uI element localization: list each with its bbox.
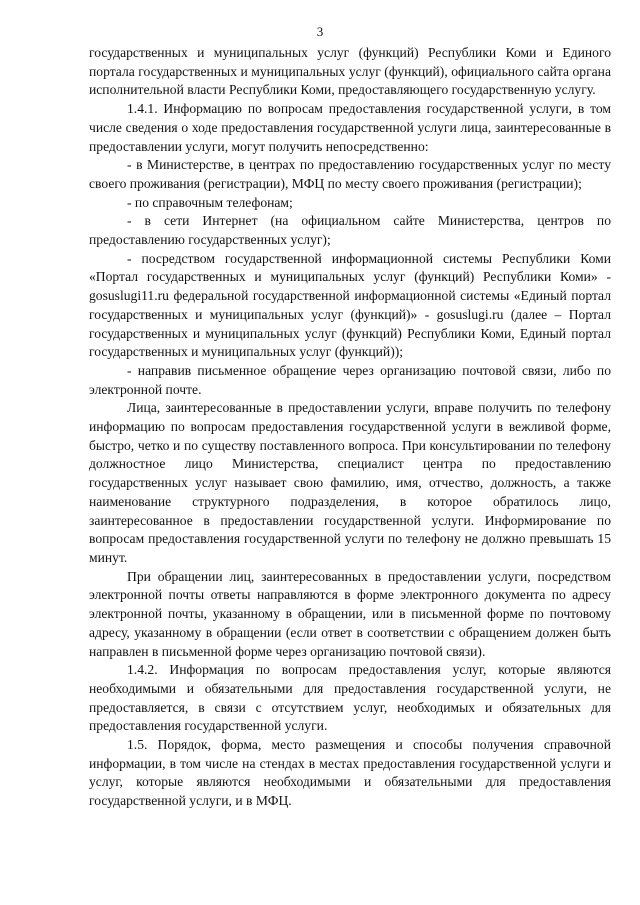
list-item-portal: - посредством государственной информационной системы Республики Коми «Портал государственных и муниципальных услуг (функций) Республики Коми» - gosuslugi11.ru федеральной государственной информационной системы «Единый портал государственных и муниципальных услуг (функций)» - gosuslugi.ru (далее – Портал государственных и муниципальных услуг (функций) Республики Коми, Единый портал государственных и муниципальных услуг (функций)); <box>89 250 611 360</box>
document-body <box>89 44 611 811</box>
list-item-internet: - в сети Интернет (на официальном сайте Министерства, центров по предоставлению государственных услуг); <box>89 213 611 248</box>
list-item-mail: - направив письменное обращение через организацию почтовой связи, либо по электронной почте. <box>89 362 611 397</box>
paragraph-1-4-2: 1.4.2. Информация по вопросам предоставления услуг, которые являются необходимыми и обязательными для предоставления государственной услуги, не предоставляется, в связи с отсутствием услуг, необходимых и обязательных для предоставления государственной услуги. <box>89 662 611 734</box>
page-number: 3 <box>316 24 324 39</box>
list-item-phones: - по справочным телефонам; <box>127 194 293 210</box>
paragraph-continuation: государственных и муниципальных услуг (функций) Республики Коми и Единого портала государственных и муниципальных услуг (функций), официального сайта органа исполнительной власти Республики Коми, предоставляющего государственную услугу. <box>89 45 611 98</box>
paragraph-email-requests: При обращении лиц, заинтересованных в предоставлении услуги, посредством электронной почты ответы направляются в форме электронного документа по адресу электронной почты, указанному в обращении, или в письменной форме по почтовому адресу, указанному в обращении (если ответ в соответствии с обращением должен быть направлен в письменной форме через организацию почтовой связи). <box>89 568 611 659</box>
paragraph-1-5: 1.5. Порядок, форма, место размещения и способы получения справочной информации, в том числе на стендах в местах предоставления государственной услуги и услуг, которые являются необходимыми и обязательными для предоставления государственной услуги, и в МФЦ. <box>89 737 611 809</box>
paragraph-1-4-1: 1.4.1. Информацию по вопросам предоставления государственной услуги, в том числе сведения о ходе предоставления государственной услуги лица, заинтересованные в предоставлении услуги, могут получить непосредственно: <box>89 101 611 154</box>
list-item-ministry: - в Министерстве, в центрах по предоставлению государственных услуг по месту своего проживания (регистрации), МФЦ по месту своего проживания (регистрации); <box>89 157 611 191</box>
paragraph-phone-consultation: Лица, заинтересованные в предоставлении услуги, вправе получить по телефону информацию по вопросам предоставления государственной услуги в вежливой форме, быстро, четко и по существу поставленного вопроса. При консультировании по телефону должностное лицо Министерства, специалист центра по предоставлению государственных услуг называет свою фамилию, имя, отчество, должность, а также наименование структурного подразделения, в которое обратилось лицо, заинтересованное в предоставлении государственной услуги. Информирование по вопросам предоставления государственной услуги по телефону не должно превышать 15 минут. <box>89 400 611 565</box>
